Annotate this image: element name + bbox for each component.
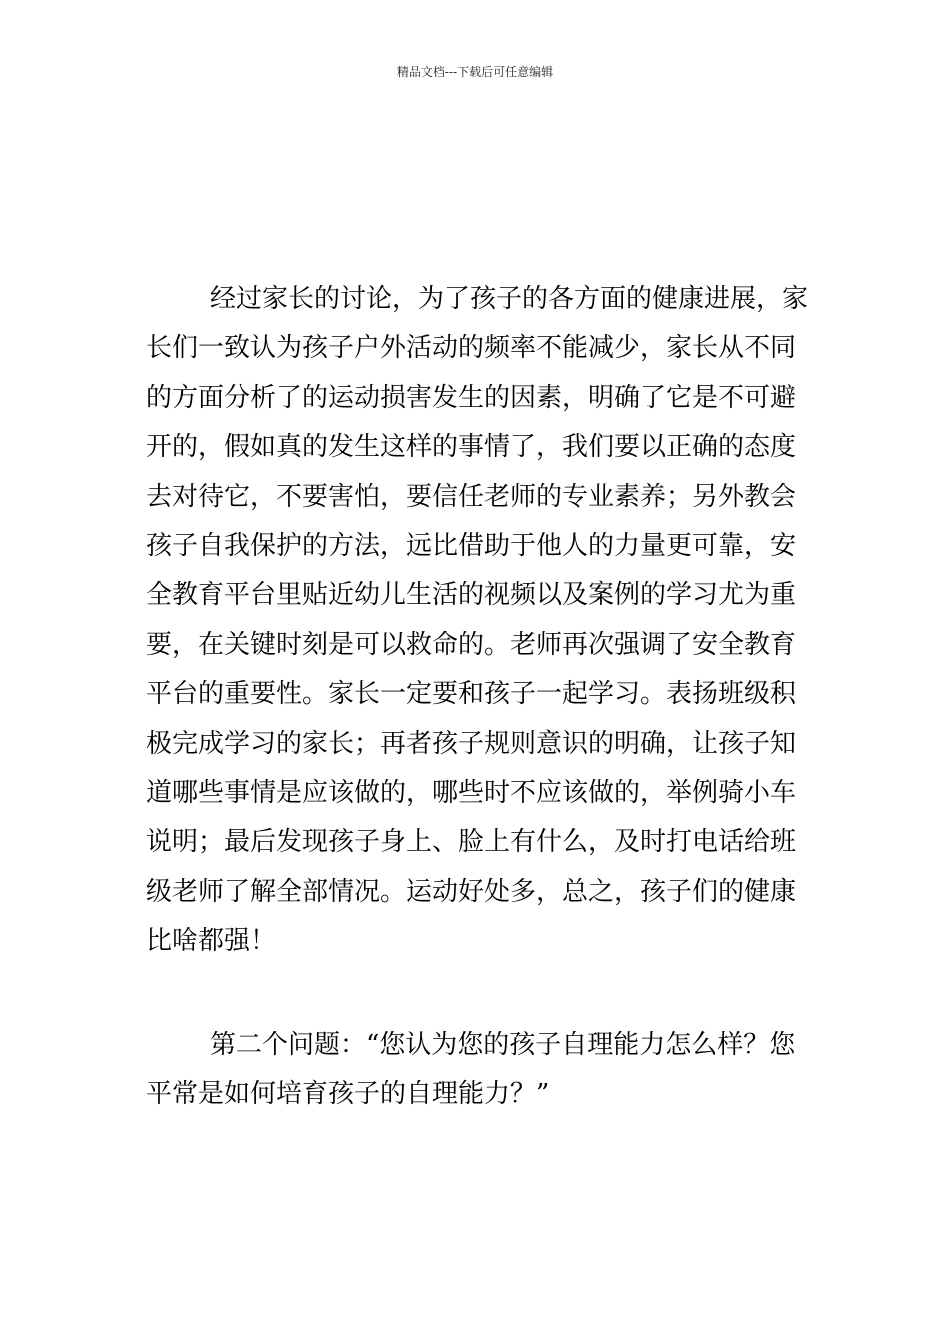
text-line: 道哪些事情是应该做的，哪些时不应该做的，举例骑小车 xyxy=(146,777,797,808)
text-line: 长们一致认为孩子户外活动的频率不能减少，家长从不同 xyxy=(146,333,797,364)
text-line: 的方面分析了的运动损害发生的因素，明确了它是不可避 xyxy=(146,382,797,413)
paragraph-second-question xyxy=(146,1021,806,1120)
text-line: 平台的重要性。家长一定要和孩子一起学习。表扬班级积 xyxy=(146,679,797,710)
text-line: 说明；最后发现孩子身上、脸上有什么，及时打电话给班 xyxy=(146,827,797,858)
text-line: 极完成学习的家长；再者孩子规则意识的明确，让孩子知 xyxy=(146,728,797,759)
text-line: 第二个问题：“您认为您的孩子自理能力怎么样？您 xyxy=(210,1030,796,1060)
text-line: 孩子自我保护的方法，远比借助于他人的力量更可靠，安 xyxy=(146,530,797,561)
text-line: 全教育平台里贴近幼儿生活的视频以及案例的学习尤为重 xyxy=(146,580,797,611)
page-header: 精品文档---下载后可任意编辑 xyxy=(396,65,554,79)
text-line: 平常是如何培育孩子的自理能力？” xyxy=(146,1079,550,1110)
text-line: 要，在关键时刻是可以救命的。老师再次强调了安全教育 xyxy=(146,629,797,660)
text-line: 去对待它，不要害怕，要信任老师的专业素养；另外教会 xyxy=(146,481,797,512)
text-line: 开的，假如真的发生这样的事情了，我们要以正确的态度 xyxy=(146,432,797,463)
text-line: 比啥都强！ xyxy=(146,926,277,957)
paragraph-discussion-summary xyxy=(146,275,809,966)
text-line: 经过家长的讨论，为了孩子的各方面的健康进展，家 xyxy=(210,284,809,314)
text-line: 级老师了解全部情况。运动好处多，总之，孩子们的健康 xyxy=(146,876,797,907)
